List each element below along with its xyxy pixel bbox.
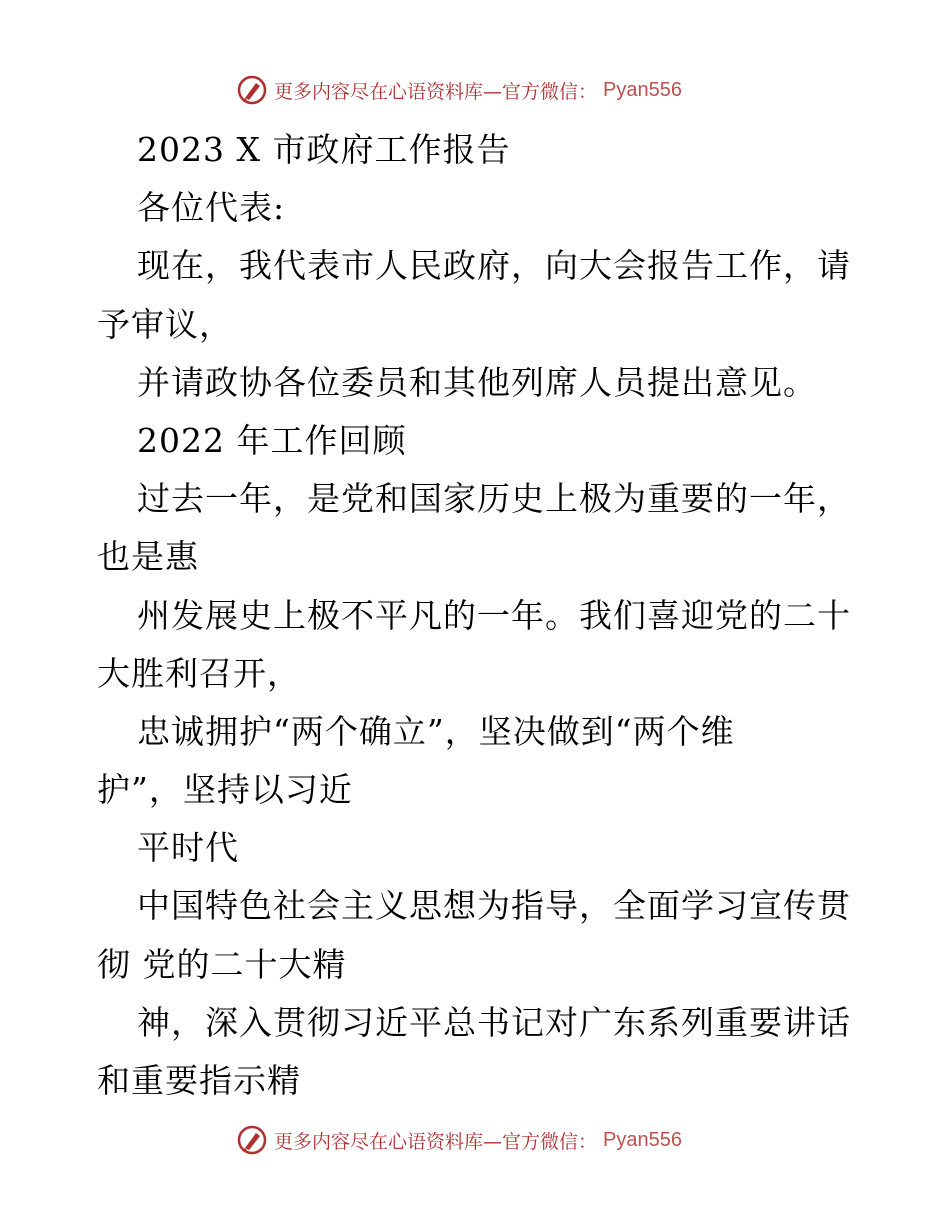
text-line: 大胜利召开， [97,653,301,693]
text-line: 和重要指示精 [97,1061,301,1100]
header-banner-text: 更多内容尽在心语资料库—官方微信： [274,80,598,103]
text-line: 各位代表: [137,188,286,228]
pen-logo-icon [236,1124,268,1156]
footer-banner-wechat: Pyan556 [603,1128,682,1151]
pen-logo-icon [236,74,268,106]
text-line: 神，深入贯彻习近平总书记对广东系列重要讲话 [137,1002,851,1042]
header-banner [236,74,682,106]
text-line: 也是惠 [97,537,199,577]
text-line: 予审议， [97,304,233,344]
text-line: 忠诚拥护“两个确立”，坚决做到“两个维 [137,711,735,751]
header-banner-wechat: Pyan556 [603,78,682,101]
footer-banner-text: 更多内容尽在心语资料库—官方微信： [274,1130,598,1153]
document-body [97,121,857,1110]
text-line: 州发展史上极不平凡的一年。我们喜迎党的二十 [137,595,851,635]
text-line: 2023 X 市政府工作报告 [137,130,511,169]
text-line: 过去一年，是党和国家历史上极为重要的一年， [137,479,851,519]
footer-banner [236,1124,682,1156]
text-line: 现在，我代表市人民政府，向大会报告工作，请 [137,246,851,286]
text-line: 彻 党的二十大精 [97,944,347,984]
text-line: 中国特色社会主义思想为指导，全面学习宣传贯 [137,886,851,926]
text-line: 平时代 [137,828,239,868]
text-line: 并请政协各位委员和其他列席人员提出意见。 [137,362,817,402]
text-line: 护”，坚持以习近 [97,770,353,810]
text-line: 2022 年工作回顾 [137,420,407,460]
